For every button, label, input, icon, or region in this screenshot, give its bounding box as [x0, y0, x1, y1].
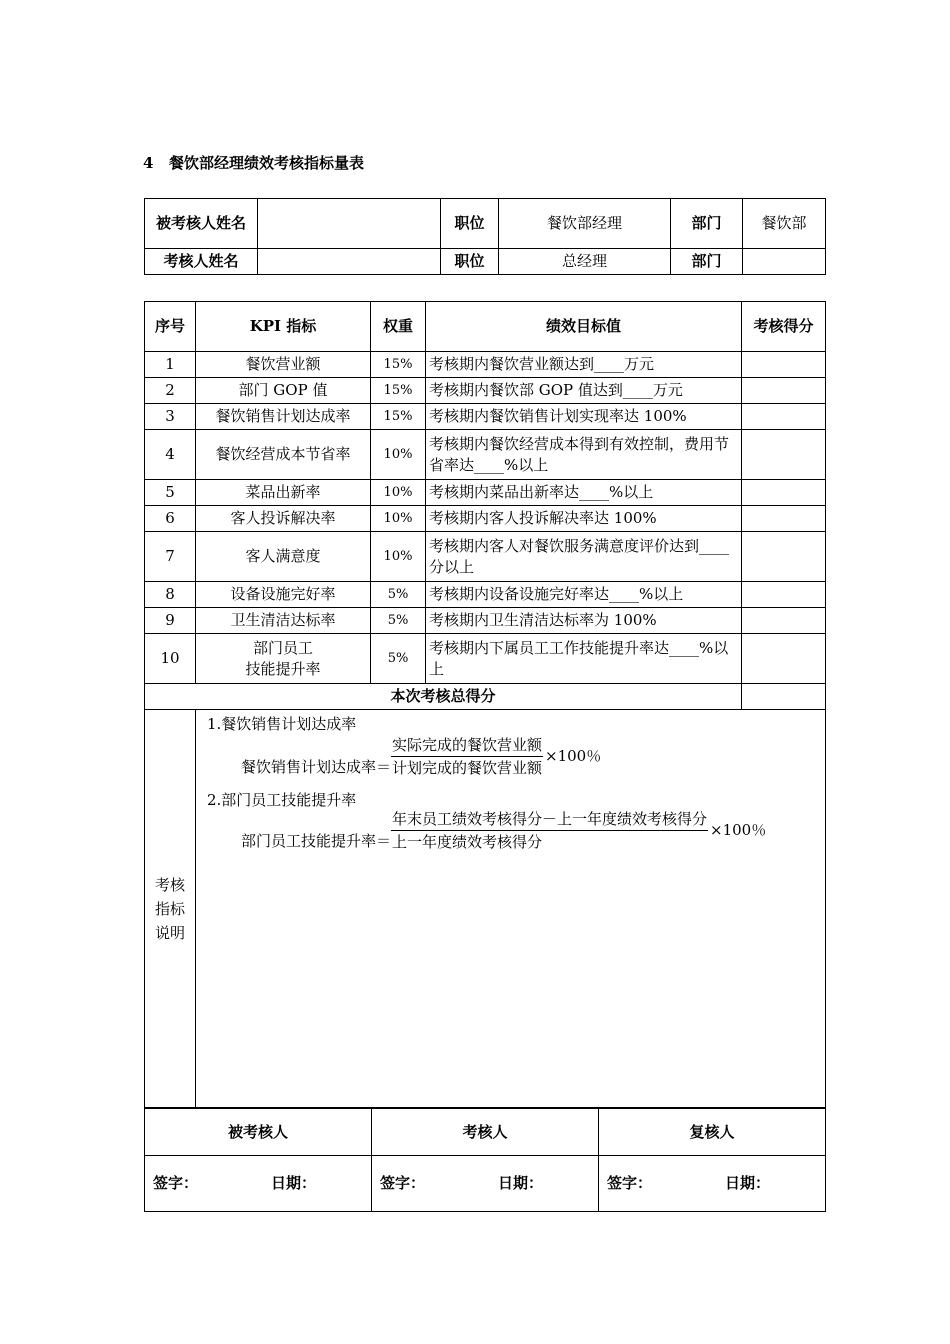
row-weight: 15% [371, 378, 426, 404]
header-reviewer: 复核人 [599, 1109, 826, 1156]
row-kpi: 客人满意度 [196, 532, 371, 582]
formula2-numerator: 年末员工绩效考核得分－上一年度绩效考核得分 [391, 808, 708, 831]
total-score-label: 本次考核总得分 [145, 684, 742, 710]
row-kpi: 卫生清洁达标率 [196, 608, 371, 634]
row-weight: 5% [371, 582, 426, 608]
header-assessee: 被考核人 [145, 1109, 372, 1156]
row-target: 考核期内下属员工工作技能提升率达____%以上 [426, 634, 742, 684]
assessor-position-label: 职位 [441, 249, 499, 275]
row-kpi: 部门 GOP 值 [196, 378, 371, 404]
row-target: 考核期内设备设施完好率达____%以上 [426, 582, 742, 608]
row-weight: 15% [371, 404, 426, 430]
assessee-position-value: 餐饮部经理 [499, 199, 671, 249]
row-score[interactable] [742, 352, 826, 378]
formula-skill-rate [241, 808, 766, 853]
row-seq: 5 [145, 480, 196, 506]
row-seq: 8 [145, 582, 196, 608]
reviewer-sign-cell[interactable] [599, 1156, 826, 1212]
note-item1-title: 1.餐饮销售计划达成率 [207, 715, 357, 733]
row-weight: 5% [371, 634, 426, 684]
header-seq: 序号 [145, 302, 196, 352]
header-target: 绩效目标值 [426, 302, 742, 352]
row-score[interactable] [742, 582, 826, 608]
row-score[interactable] [742, 532, 826, 582]
sign-label: 签字： [380, 1174, 426, 1192]
formula-sales-rate [241, 734, 601, 779]
formula1-lhs: 餐饮销售计划达成率＝ [241, 758, 392, 776]
row-seq: 4 [145, 430, 196, 480]
header-assessor: 考核人 [372, 1109, 599, 1156]
kpi-table [144, 301, 826, 1108]
row-kpi: 菜品出新率 [196, 480, 371, 506]
formula2-fraction [391, 808, 708, 853]
assessor-position-value: 总经理 [499, 249, 671, 275]
row-kpi: 部门员工 技能提升率 [196, 634, 371, 684]
formula1-denominator: 计划完成的餐饮营业额 [392, 759, 543, 777]
formula1-multiplier: ×100％ [545, 747, 602, 765]
title-number: 4 [143, 154, 154, 172]
row-weight: 10% [371, 430, 426, 480]
row-score[interactable] [742, 430, 826, 480]
note-item2-title: 2.部门员工技能提升率 [207, 791, 357, 809]
assessee-name-field[interactable] [258, 199, 441, 249]
row-kpi: 餐饮营业额 [196, 352, 371, 378]
row-seq: 10 [145, 634, 196, 684]
title-text: 餐饮部经理绩效考核指标量表 [169, 154, 365, 172]
assessee-dept-value: 餐饮部 [743, 199, 826, 249]
row-kpi: 餐饮销售计划达成率 [196, 404, 371, 430]
sign-label: 签字： [153, 1174, 199, 1192]
formula2-denominator: 上一年度绩效考核得分 [392, 833, 543, 851]
row-score[interactable] [742, 480, 826, 506]
header-kpi: KPI 指标 [196, 302, 371, 352]
notes-label: 考核 指标 说明 [145, 710, 196, 1108]
row-target: 考核期内餐饮部 GOP 值达到____万元 [426, 378, 742, 404]
date-label: 日期： [725, 1174, 771, 1192]
assessor-name-label: 考核人姓名 [145, 249, 258, 275]
row-target: 考核期内客人对餐饮服务满意度评价达到____分以上 [426, 532, 742, 582]
row-target: 考核期内菜品出新率达____%以上 [426, 480, 742, 506]
signature-table [144, 1108, 826, 1212]
total-score-value[interactable] [742, 684, 826, 710]
date-label: 日期： [498, 1174, 544, 1192]
header-weight: 权重 [371, 302, 426, 352]
row-score[interactable] [742, 404, 826, 430]
assessee-sign-cell[interactable] [145, 1156, 372, 1212]
row-seq: 9 [145, 608, 196, 634]
row-weight: 15% [371, 352, 426, 378]
row-weight: 10% [371, 506, 426, 532]
row-target: 考核期内餐饮经营成本得到有效控制，费用节省率达____%以上 [426, 430, 742, 480]
assessee-name-label: 被考核人姓名 [145, 199, 258, 249]
row-weight: 5% [371, 608, 426, 634]
row-seq: 2 [145, 378, 196, 404]
row-weight: 10% [371, 532, 426, 582]
row-target: 考核期内餐饮销售计划实现率达 100% [426, 404, 742, 430]
notes-content [196, 710, 826, 1108]
row-weight: 10% [371, 480, 426, 506]
assessor-sign-cell[interactable] [372, 1156, 599, 1212]
assessor-dept-value[interactable] [743, 249, 826, 275]
assessor-name-field[interactable] [258, 249, 441, 275]
assessee-position-label: 职位 [441, 199, 499, 249]
date-label: 日期： [271, 1174, 317, 1192]
row-seq: 6 [145, 506, 196, 532]
row-seq: 3 [145, 404, 196, 430]
row-kpi: 设备设施完好率 [196, 582, 371, 608]
row-score[interactable] [742, 608, 826, 634]
row-score[interactable] [742, 378, 826, 404]
assessee-info-table [144, 198, 826, 275]
row-seq: 7 [145, 532, 196, 582]
row-kpi: 客人投诉解决率 [196, 506, 371, 532]
formula1-numerator: 实际完成的餐饮营业额 [391, 734, 543, 757]
formula2-multiplier: ×100％ [710, 821, 767, 839]
formula1-fraction [391, 734, 543, 779]
page-title [143, 152, 364, 173]
row-target: 考核期内客人投诉解决率达 100% [426, 506, 742, 532]
formula2-lhs: 部门员工技能提升率＝ [241, 832, 392, 850]
row-kpi: 餐饮经营成本节省率 [196, 430, 371, 480]
row-score[interactable] [742, 634, 826, 684]
row-target: 考核期内卫生清洁达标率为 100% [426, 608, 742, 634]
header-score: 考核得分 [742, 302, 826, 352]
row-score[interactable] [742, 506, 826, 532]
assessor-dept-label: 部门 [671, 249, 743, 275]
sign-label: 签字： [607, 1174, 653, 1192]
row-target: 考核期内餐饮营业额达到____万元 [426, 352, 742, 378]
assessee-dept-label: 部门 [671, 199, 743, 249]
row-seq: 1 [145, 352, 196, 378]
